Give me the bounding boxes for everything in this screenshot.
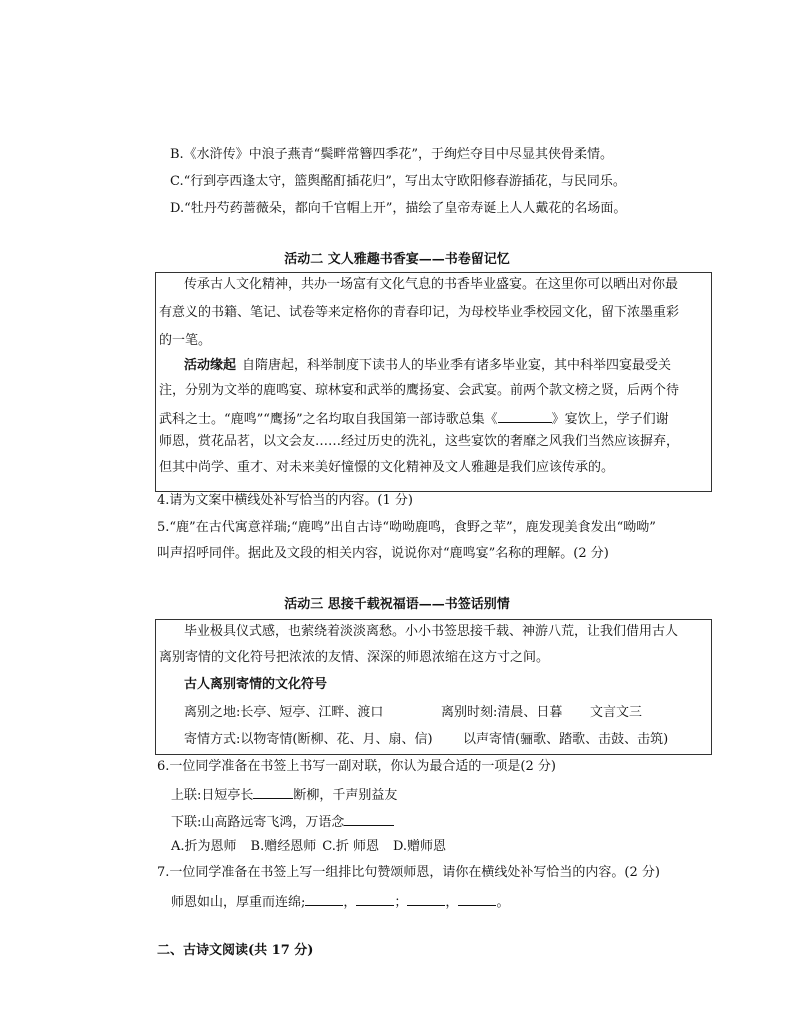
option-c: C.“行到亭西逢太守，篮舆酩酊插花归”，写出太守欧阳修春游插花，与民同乐。 — [170, 174, 626, 189]
activity2-box-line: 有意义的书籍、笔记、试卷等来定格你的青春印记，为母校毕业季校园文化，留下浓墨重彩 — [159, 305, 680, 320]
activity2-box-line: 的一笔。 — [159, 333, 212, 348]
origin-line-5: 但其中尚学、重才、对未来美好憧憬的文化精神及文人雅趣是我们应该传承的。 — [159, 460, 615, 475]
couplet-lower-blank — [344, 811, 394, 826]
origin-text-3b: 》宴饮上，学子们谢 — [551, 412, 669, 427]
poetry-collection-blank — [498, 408, 552, 423]
couplet-lower-text: 下联:山高路远寄飞鸿，万语念 — [171, 815, 345, 830]
symbols-method-sound: 以声寄情(骊歌、踏歌、击鼓、击筑) — [463, 732, 669, 747]
couplet-upper-b: 断柳，千声别益友 — [293, 788, 398, 803]
question-5-line-1: 5.“鹿”在古代寓意祥瑞;“鹿鸣”出自古诗“呦呦鹿鸣，食野之苹”，鹿发现美食发出“呦呦” — [157, 520, 656, 535]
question-5-line-2: 叫声招呼同伴。据此及文段的相关内容，说说你对“鹿鸣宴”名称的理解。(2 分) — [157, 546, 609, 561]
q7-blank-4 — [458, 891, 496, 906]
q7-blank-1 — [305, 891, 343, 906]
activity3-box — [155, 619, 712, 755]
q7-answer-line — [171, 891, 509, 912]
q7-end: 。 — [496, 895, 510, 910]
q7-prefix: 师恩如山，厚重而连绵; — [171, 895, 306, 910]
activity3-title: 活动三 思接千载祝福语——书签话别情 — [284, 597, 510, 612]
origin-line-4: 师恩，赏花品茗，以文会友……经过历史的洗礼，这些宴饮的奢靡之风我们当然应该摒弃， — [159, 434, 680, 449]
origin-text-3a: 武科之士。“鹿鸣”“鹰扬”之名均取自我国第一部诗歌总集《 — [159, 412, 498, 427]
activity3-box-line-1: 毕业极具仪式感，也萦绕着淡淡离愁。小小书签思接千载、神游八荒，让我们借用古人 — [184, 624, 679, 639]
symbols-title: 古人离别寄情的文化符号 — [184, 677, 328, 692]
choice-a: A.折为恩师 — [171, 839, 237, 854]
origin-text-1: 自隋唐起，科举制度下读书人的毕业季有诸多毕业宴，其中科举四宴最受关 — [242, 358, 672, 373]
q7-sep-2: ； — [394, 895, 408, 910]
symbols-places: 离别之地:长亭、短亭、江畔、渡口 — [184, 705, 384, 720]
question-4: 4.请为文案中横线处补写恰当的内容。(1 分) — [157, 493, 413, 508]
couplet-lower — [171, 811, 394, 832]
symbols-times: 离别时刻:清晨、日暮 — [441, 705, 563, 720]
activity3-box-line-2: 离别寄情的文化符号把浓浓的友情、深深的师恩浓缩在这方寸之间。 — [159, 650, 550, 665]
choice-d: D.赠师恩 — [392, 839, 447, 854]
q7-sep-1: ， — [343, 895, 357, 910]
origin-label: 活动缘起 — [184, 358, 237, 373]
activity2-box-line: 传承古人文化精神，共办一场富有文化气息的书香毕业盛宴。在这里你可以晒出对你最 — [184, 277, 679, 292]
section-2-title: 二、古诗文阅读(共 17 分) — [157, 943, 314, 958]
q7-blank-2 — [356, 891, 394, 906]
option-d: D.“牡丹芍药蔷薇朵，都向千官帽上开”，描绘了皇帝寿诞上人人戴花的名场面。 — [170, 201, 627, 216]
q7-blank-3 — [407, 891, 445, 906]
activity2-title: 活动二 文人雅趣书香宴——书卷留记忆 — [284, 252, 510, 267]
couplet-upper — [171, 784, 397, 805]
couplet-upper-a: 上联:日短亭长 — [171, 788, 254, 803]
choice-c: C.折 师恩 — [322, 839, 379, 854]
activity2-box — [155, 272, 712, 492]
origin-line-3 — [159, 408, 669, 429]
option-b: B.《水浒传》中浪子燕青“鬓畔常簪四季花”，于绚烂夺目中尽显其侠骨柔情。 — [170, 147, 613, 162]
choice-b: B.赠经恩师 — [250, 839, 317, 854]
question-6: 6.一位同学准备在书签上书写一副对联，你认为最合适的一项是(2 分) — [157, 759, 556, 774]
symbols-method-object: 寄情方式:以物寄情(断柳、花、月、扇、信) — [184, 732, 433, 747]
origin-line-2: 注，分别为文举的鹿鸣宴、琼林宴和武举的鹰扬宴、会武宴。前两个款文榜之贤，后两个待 — [159, 383, 680, 398]
q7-sep-3: ， — [445, 895, 459, 910]
q6-choices — [171, 838, 446, 856]
question-7: 7.一位同学准备在书签上写一组排比句赞颂师恩，请你在横线处补写恰当的内容。(2 分) — [157, 865, 660, 880]
symbols-wenyan: 文言文三 — [590, 705, 643, 720]
couplet-upper-blank — [253, 784, 293, 799]
origin-line-1 — [184, 357, 671, 375]
